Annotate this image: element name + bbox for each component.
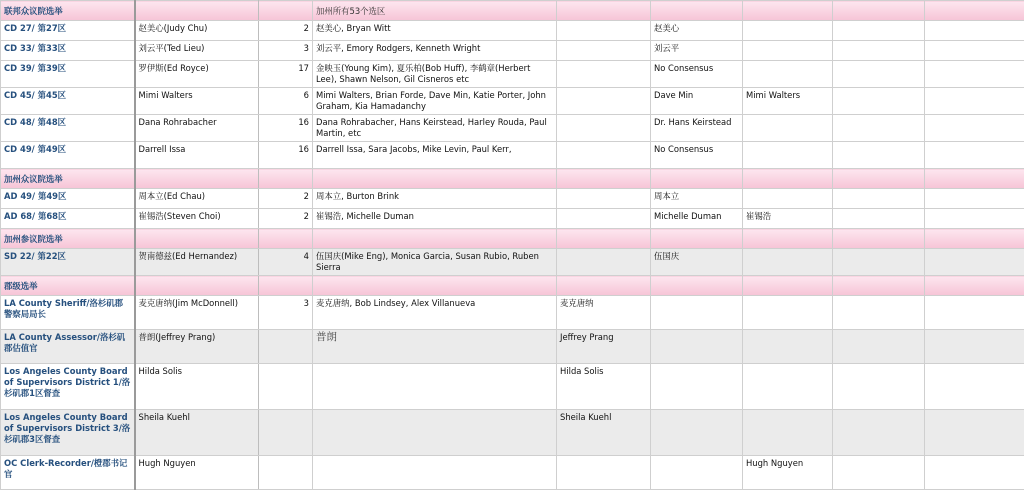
section-title[interactable]: 加州参议院选举 [1,229,135,249]
cell-g[interactable] [743,41,833,61]
district-cell[interactable]: OC Clerk-Recorder/橙郡书记官 [1,456,135,490]
district-cell[interactable]: CD 49/ 第49区 [1,142,135,169]
section-header-assembly [1,169,1024,189]
candidates-cell[interactable]: 赵美心, Bryan Witt [313,21,557,41]
incumbent-cell[interactable]: 崔锡浩(Steven Choi) [135,209,259,229]
cell-e[interactable] [557,209,651,229]
cell-g[interactable] [743,21,833,41]
candidates-cell[interactable]: 刘云平, Emory Rodgers, Kenneth Wright [313,41,557,61]
incumbent-cell[interactable]: Dana Rohrabacher [135,115,259,142]
candidates-cell[interactable]: 崔锡浩, Michelle Duman [313,209,557,229]
count-cell[interactable] [259,410,313,456]
cell-e[interactable] [557,189,651,209]
incumbent-cell[interactable]: Hugh Nguyen [135,456,259,490]
table-row [1,21,1024,41]
table-row [1,189,1024,209]
district-cell[interactable]: CD 48/ 第48区 [1,115,135,142]
count-cell[interactable]: 6 [259,88,313,115]
cell-g[interactable]: 崔锡浩 [743,209,833,229]
candidates-cell[interactable] [313,364,557,410]
table-row [1,41,1024,61]
count-cell[interactable]: 17 [259,61,313,88]
incumbent-cell[interactable]: 罗伊斯(Ed Royce) [135,61,259,88]
district-cell[interactable]: LA County Sheriff/洛杉矶郡警察局局长 [1,296,135,330]
cell-f[interactable]: Michelle Duman [651,209,743,229]
candidates-cell[interactable] [313,410,557,456]
candidates-cell[interactable]: Darrell Issa, Sara Jacobs, Mike Levin, Paul Kerr, [313,142,557,169]
section-note[interactable]: 加州所有53个选区 [313,1,557,21]
cell-f[interactable]: No Consensus [651,142,743,169]
cell-e[interactable] [557,41,651,61]
cell-f[interactable] [651,364,743,410]
table-row [1,296,1024,330]
cell-e[interactable] [557,61,651,88]
district-cell[interactable]: AD 68/ 第68区 [1,209,135,229]
incumbent-cell[interactable]: 麦克唐纳(Jim McDonnell) [135,296,259,330]
candidates-cell[interactable]: 金映玉(Young Kim), 夏乐柏(Bob Huff), 李鹤章(Herbert Lee), Shawn Nelson, Gil Cisneros etc [313,61,557,88]
cell-g[interactable]: Mimi Walters [743,88,833,115]
cell-e[interactable] [557,21,651,41]
table-row [1,115,1024,142]
count-cell[interactable]: 16 [259,142,313,169]
cell-f[interactable]: 伍国庆 [651,249,743,276]
cell-g[interactable] [743,364,833,410]
section-header-county [1,276,1024,296]
district-cell[interactable]: CD 39/ 第39区 [1,61,135,88]
candidates-cell[interactable]: Dana Rohrabacher, Hans Keirstead, Harley Rouda, Paul Martin, etc [313,115,557,142]
cell-g[interactable]: Hugh Nguyen [743,456,833,490]
count-cell[interactable]: 2 [259,21,313,41]
cell-g[interactable] [743,142,833,169]
cell-f[interactable]: Dave Min [651,88,743,115]
table-row [1,364,1024,410]
count-cell[interactable] [259,330,313,364]
incumbent-cell[interactable]: 周本立(Ed Chau) [135,189,259,209]
count-cell[interactable] [259,364,313,410]
incumbent-cell[interactable]: 赵美心(Judy Chu) [135,21,259,41]
cell-e[interactable] [557,456,651,490]
section-title[interactable]: 联邦众议院选举 [1,1,135,21]
cell-e[interactable]: Hilda Solis [557,364,651,410]
candidates-cell[interactable] [313,456,557,490]
count-cell[interactable]: 3 [259,296,313,330]
table-row [1,330,1024,364]
table-row [1,410,1024,456]
cell-e[interactable]: 麦克唐纳 [557,296,651,330]
candidates-cell[interactable]: 普朗 [313,330,557,364]
cell-g[interactable] [743,330,833,364]
cell-f[interactable]: 赵美心 [651,21,743,41]
cell-f[interactable]: Dr. Hans Keirstead [651,115,743,142]
cell-g[interactable] [743,410,833,456]
table-row [1,249,1024,276]
cell-f[interactable]: No Consensus [651,61,743,88]
table-row [1,142,1024,169]
table-row [1,88,1024,115]
cell-g[interactable] [743,296,833,330]
cell-g[interactable] [743,249,833,276]
cell-e[interactable]: Jeffrey Prang [557,330,651,364]
cell-f[interactable] [651,330,743,364]
section-header-federal [1,1,1024,21]
candidates-cell[interactable]: Mimi Walters, Brian Forde, Dave Min, Katie Porter, John Graham, Kia Hamadanchy [313,88,557,115]
count-cell[interactable]: 16 [259,115,313,142]
cell-g[interactable] [743,61,833,88]
count-cell[interactable]: 3 [259,41,313,61]
table-row [1,456,1024,490]
cell-f[interactable] [651,410,743,456]
count-cell[interactable]: 4 [259,249,313,276]
cell-f[interactable] [651,456,743,490]
cell-e[interactable] [557,249,651,276]
district-cell[interactable]: Los Angeles County Board of Supervisors District 3/洛杉矶郡3区督查 [1,410,135,456]
incumbent-cell[interactable]: 普朗(Jeffrey Prang) [135,330,259,364]
district-cell[interactable]: CD 45/ 第45区 [1,88,135,115]
cell-e[interactable] [557,115,651,142]
candidates-cell[interactable]: 麦克唐纳, Bob Lindsey, Alex Villanueva [313,296,557,330]
candidates-cell[interactable]: 伍国庆(Mike Eng), Monica Garcia, Susan Rubio, Ruben Sierra [313,249,557,276]
table-row [1,209,1024,229]
cell-e[interactable] [557,88,651,115]
cell-e[interactable]: Sheila Kuehl [557,410,651,456]
cell-e[interactable] [557,142,651,169]
incumbent-cell[interactable]: Sheila Kuehl [135,410,259,456]
district-cell[interactable]: SD 22/ 第22区 [1,249,135,276]
district-cell[interactable]: LA County Assessor/洛杉矶郡估值官 [1,330,135,364]
district-cell[interactable]: Los Angeles County Board of Supervisors District 1/洛杉矶郡1区督查 [1,364,135,410]
candidates-cell[interactable]: 周本立, Burton Brink [313,189,557,209]
incumbent-cell[interactable]: Darrell Issa [135,142,259,169]
district-cell[interactable]: AD 49/ 第49区 [1,189,135,209]
cell-f[interactable]: 刘云平 [651,41,743,61]
count-cell[interactable]: 2 [259,209,313,229]
incumbent-cell[interactable]: Hilda Solis [135,364,259,410]
incumbent-cell[interactable]: 刘云平(Ted Lieu) [135,41,259,61]
table-row [1,61,1024,88]
section-header-senate [1,229,1024,249]
section-title[interactable]: 加州众议院选举 [1,169,135,189]
cell-f[interactable]: 周本立 [651,189,743,209]
district-cell[interactable]: CD 27/ 第27区 [1,21,135,41]
section-title[interactable]: 郡级选举 [1,276,135,296]
count-cell[interactable]: 2 [259,189,313,209]
count-cell[interactable] [259,456,313,490]
incumbent-cell[interactable]: 贺南德兹(Ed Hernandez) [135,249,259,276]
incumbent-cell[interactable]: Mimi Walters [135,88,259,115]
cell-g[interactable] [743,115,833,142]
cell-g[interactable] [743,189,833,209]
district-cell[interactable]: CD 33/ 第33区 [1,41,135,61]
cell-f[interactable] [651,296,743,330]
